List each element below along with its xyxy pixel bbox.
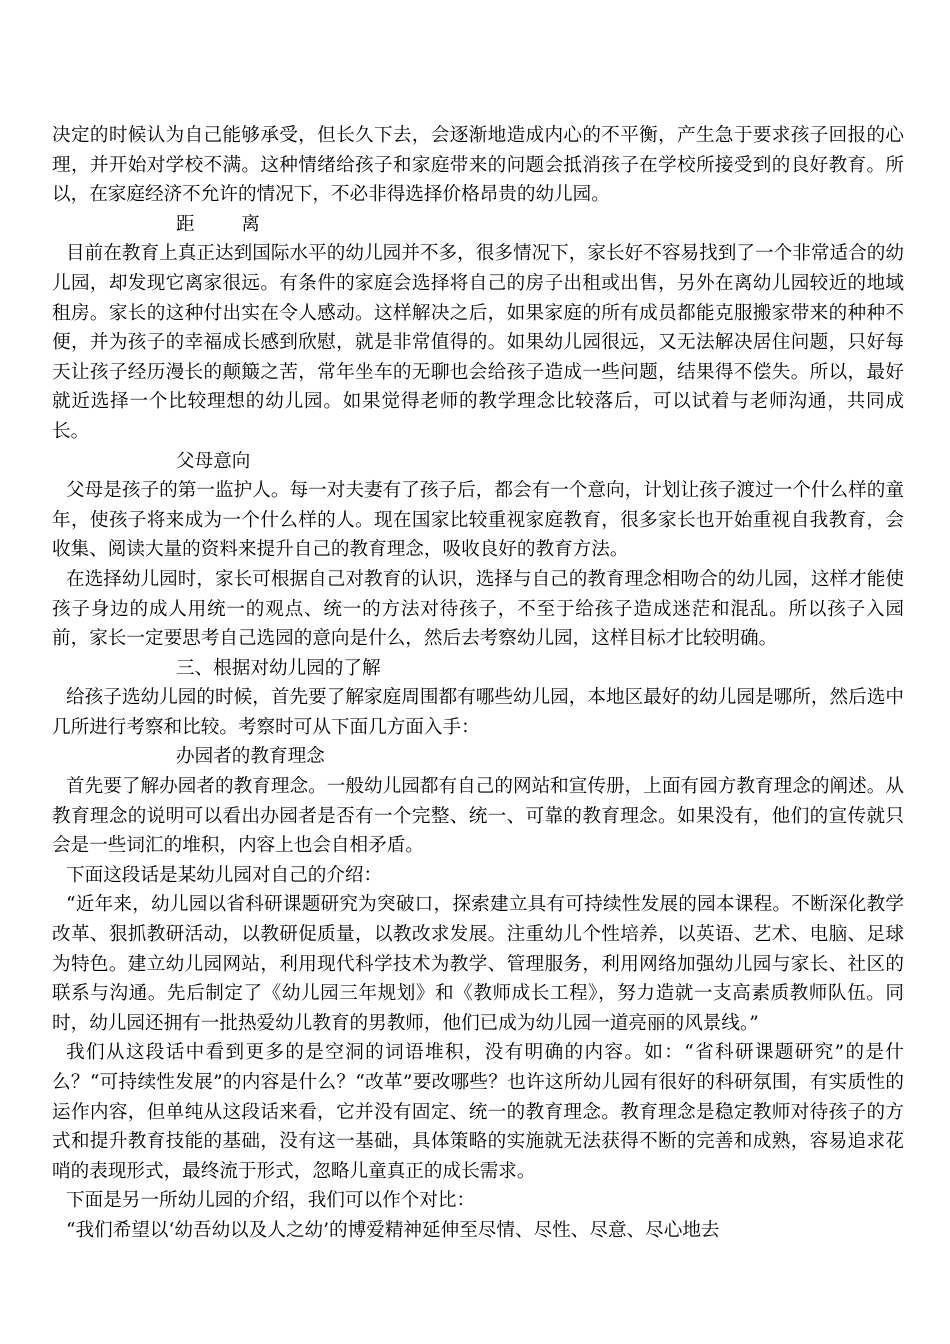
paragraph-distance: 目前在教育上真正达到国际水平的幼儿园并不多，很多情况下，家长好不容易找到了一个非常适合的幼儿园，却发现它离家很远。有条件的家庭会选择将自己的房子出租或出售，另外在离幼儿园较近的地域租房。家长的这种付出实在令人感动。这样解决之后，如果家庭的所有成员都能克服搬家带来的种种不便，并为孩子的幸福成长感到欣慰，就是非常值得的。如果幼儿园很远，又无法解决居住问题，只好每天让孩子经历漫长的颠簸之苦，常年坐车的无聊也会给孩子造成一些问题，结果得不偿失。所以，最好就近选择一个比较理想的幼儿园。如果觉得老师的教学理念比较落后，可以试着与老师沟通，共同成长。 (52, 243, 904, 442)
paragraph-founder-philosophy: 首先要了解办园者的教育理念。一般幼儿园都有自己的网站和宣传册，上面有园方教育理念的阐述。从教育理念的说明可以看出办园者是否有一个完整、统一、可靠的教育理念。如果没有，他们的宣传就只会是一些词汇的堆积，内容上也会自相矛盾。 (52, 776, 904, 857)
paragraph-choose-matching-philosophy: 在选择幼儿园时，家长可根据自己对教育的认识，选择与自己的教育理念相吻合的幼儿园，这样才能使孩子身边的成人用统一的观点、统一的方法对待孩子，不至于给孩子造成迷茫和混乱。所以孩子入园前，家长一定要思考自己选园的意向是什么，然后去考察幼儿园，这样目标才比较明确。 (52, 568, 904, 650)
paragraph-tuition-conclusion: 决定的时候认为自己能够承受，但长久下去，会逐渐地造成内心的不平衡，产生急于要求孩子回报的心理，并开始对学校不满。这种情绪给孩子和家庭带来的问题会抵消孩子在学校所接受到的良好教育。所以，在家庭经济不允许的情况下，不必非得选择价格昂贵的幼儿园。 (52, 125, 904, 206)
section-heading-founder-philosophy: 办园者的教育理念 (176, 746, 325, 768)
paragraph-parent-guardian: 父母是孩子的第一监护人。每一对夫妻有了孩子后，都会有一个意向，计划让孩子渡过一个什么样的童年，使孩子将来成为一个什么样的人。现在国家比较重视家庭教育，很多家长也开始重视自我教育，会收集、阅读大量的资料来提升自己的教育理念，吸收良好的教育方法。 (52, 480, 904, 561)
section-heading-understanding-kindergarten: 三、根据对幼儿园的了解 (176, 657, 381, 679)
paragraph-example-intro: 下面这段话是某幼儿园对自己的介绍： (66, 864, 383, 886)
section-heading-parent-intention: 父母意向 (176, 450, 251, 472)
paragraph-critique: 我们从这段话中看到更多的是空洞的词语堆积，没有明确的内容。如：“省科研课题研究”的是什么？“可持续性发展”的内容是什么？“改革”要改哪些？也许这所幼儿园有很好的科研氛围，有实质性的运作内容，但单纯从这段话来看，它并没有固定、统一的教育理念。教育理念是稳定教师对待孩子的方式和提升教育技能的基础，没有这一基础，具体策略的实施就无法获得不断的完善和成熟，容易追求花哨的表现形式，最终流于形式，忽略儿童真正的成长需求。 (52, 1042, 904, 1182)
quote-first-kindergarten: “近年来，幼儿园以省科研课题研究为突破口，探索建立具有可持续性发展的园本课程。不断深化教学改革、狠抓教研活动，以教研促质量，以教改求发展。注重幼儿个性培养，以英语、艺术、电脑、足球为特色。建立幼儿园网站，利用现代科学技术为教学、管理服务，利用网络加强幼儿园与家长、社区的联系与沟通。先后制定了《幼儿园三年规划》和《教师成长工程》，努力造就一支高素质教师队伍。同时，幼儿园还拥有一批热爱幼儿教育的男教师，他们已成为幼儿园一道亮丽的风景线。” (52, 894, 904, 1034)
paragraph-survey-kindergartens: 给孩子选幼儿园的时候，首先要了解家庭周围都有哪些幼儿园，本地区最好的幼儿园是哪所，然后选中几所进行考察和比较。考察时可从下面几方面入手： (52, 687, 904, 738)
paragraph-comparison-intro: 下面是另一所幼儿园的介绍，我们可以作个对比： (66, 1190, 476, 1212)
section-heading-distance: 距 离 (176, 213, 274, 235)
document-page (52, 121, 904, 1246)
quote-second-kindergarten: “我们希望以‘幼吾幼以及人之幼’的博爱精神延伸至尽情、尽性、尽意、尽心地去 (66, 1219, 720, 1241)
